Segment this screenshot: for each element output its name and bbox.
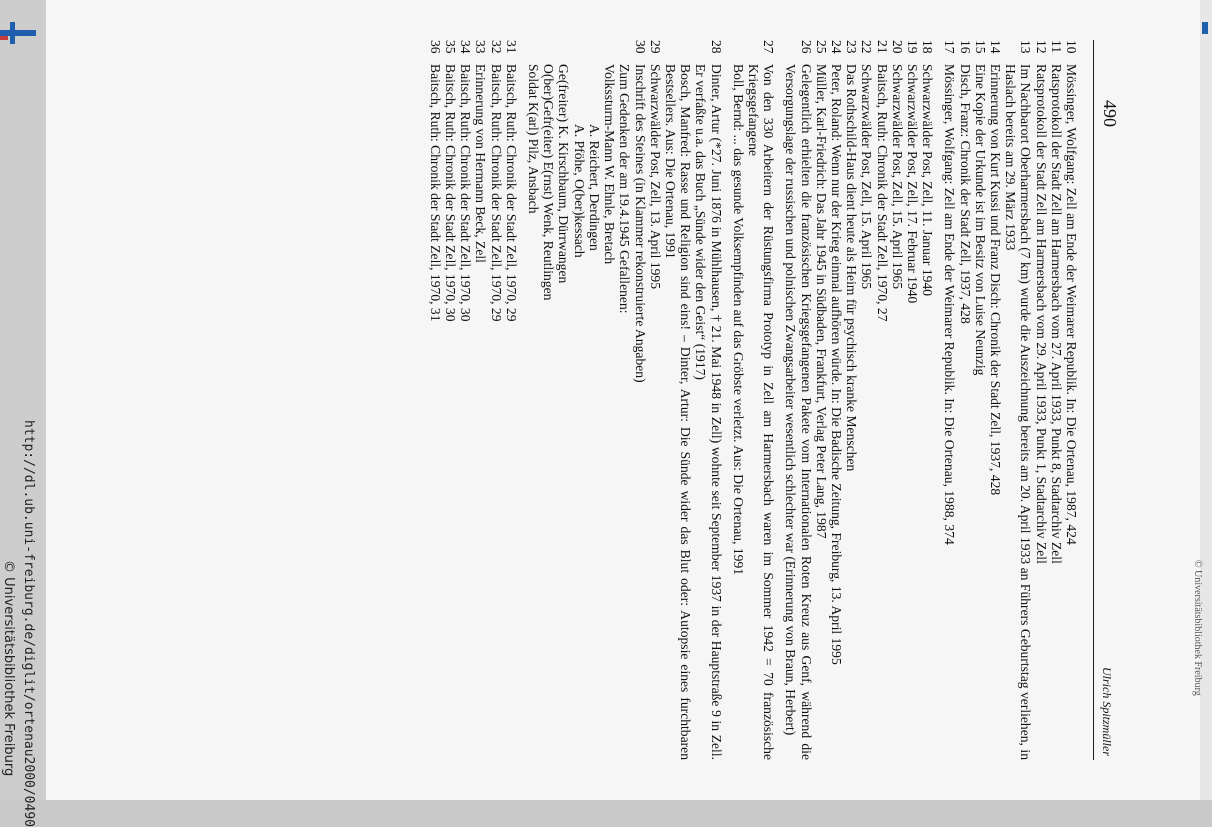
endnote [1003,40,1033,760]
endnote [443,40,458,760]
endnote-text: Mössinger, Wolfgang: Zell am Ende der Weimarer Republik. In: Die Ortenau, 1988, 374 [942,64,958,545]
endnote [663,40,693,760]
endnote [473,40,488,760]
digitization-marker-bar [10,22,15,44]
endnote [957,40,972,760]
endnote-text: Baitsch, Ruth: Chronik der Stadt Zell, 1970, 29 [488,64,504,322]
endnote-number [526,40,541,64]
endnote [617,40,632,760]
endnote-number: 12 [1033,40,1049,54]
endnote-number: 32 [488,40,504,54]
endnote [648,40,663,760]
endnote [541,40,556,760]
endnote [731,40,746,760]
endnote-number: 36 [427,40,443,54]
endnote [693,40,723,760]
endnote-text: Eine Kopie der Urkunde ist im Besitz von Luise Neunzig [972,64,988,376]
endnote-number [731,40,746,64]
endnote-text: Bosch, Manfred: Rasse und Religion sind eins! – Dinter, Artur: Die Sünde wider das Blut oder: Autopsie eines furchtbaren Bestsellers. Aus: Die Ortenau, 1991 [662,64,694,760]
endnote-number [556,40,571,64]
note-gap [935,40,942,760]
endnote [602,40,617,760]
endnote [942,40,957,760]
endnote [1064,40,1079,760]
endnote [488,40,503,760]
endnote-number: 33 [473,40,489,54]
endnote-text: Boll, Bernd: ... das gesunde Volksempfinden auf das Gröbste verletzt. Aus: Die Ortenau, 1991 [730,64,746,576]
endnote-text: Baitsch, Ruth: Chronik der Stadt Zell, 1970, 31 [427,64,443,322]
endnote-text: Schwarzwälder Post, Zell, 13. April 1995 [647,64,663,290]
endnote-text: Ge(freiter) K. Kirschbaum, Dürrwangen [556,64,572,284]
endnote [1033,40,1048,760]
endnote-number: 16 [957,40,973,54]
endnote-number: 19 [904,40,920,54]
endnote-text: A. Pföhe, O(ber)kessach [571,124,587,258]
endnote-number [663,40,693,64]
endnote-text: Baitsch, Ruth: Chronik der Stadt Zell, 1970, 29 [503,64,519,322]
endnote-number [572,40,587,64]
endnote-number [541,40,556,64]
endnote-number: 17 [942,40,958,54]
endnote-text: Zum Gedenken der am 19.4.1945 Gefallenen: [617,64,633,314]
color-target-mark [0,36,8,40]
endnote [844,40,859,760]
endnote-text: Baitsch, Ruth: Chronik der Stadt Zell, 1970, 27 [874,64,890,322]
endnote-text: Disch, Franz: Chronik der Stadt Zell, 1937, 428 [957,64,973,324]
endnote-text: Schwarzwälder Post, Zell, 15. April 1965 [889,64,905,290]
endnote [632,40,647,760]
endnotes-list [428,40,1079,760]
note-gap [724,40,731,760]
endnote-number: 20 [889,40,905,54]
endnote-number [587,40,602,64]
endnote-number: 18 [920,40,936,54]
endnote [556,40,571,760]
endnote [572,40,587,760]
endnote [587,40,602,760]
endnote-text: Schwarzwälder Post, Zell, 17. Februar 1940 [904,64,920,304]
endnote-number: 15 [972,40,988,54]
endnote-text: Gelegentlich erhielten die französischen Kriegsgefangenen Pakete vom Internationalen Roten Kreuz aus Genf, während die Versorgungslage der russischen und polnischen Zwangsarbeiter wesentlich schlechter war (Erinnerung von Braun, Herbert) [783,64,814,760]
endnote-number: 34 [458,40,474,54]
endnote-number: 31 [503,40,519,54]
endnote-text: Inschrift des Steines (in Klammer rekonstruierte Angaben) [632,64,648,383]
endnote [874,40,889,760]
page-content [428,40,1120,760]
endnote [504,40,519,760]
endnote [905,40,920,760]
endnote-number: 24 [828,40,844,54]
endnote-text: Schwarzwälder Post, Zell, 15. April 1965 [859,64,875,290]
endnote [783,40,813,760]
endnote-text: Ratsprotokoll der Stadt Zell am Harmersbach vom 27. April 1933, Punkt 8, Stadtarchiv Zell [1048,64,1064,564]
endnote [1049,40,1064,760]
endnote-text: Das Rothschild-Haus dient heute als Heim für psychisch kranke Menschen [844,64,860,472]
endnote-number: 22 [859,40,875,54]
endnote-number: 13 [1018,40,1034,54]
endnote-text: Soldat K(arl) Pilz, Ansbach [526,64,542,214]
page-edge-marker-icon [1202,22,1208,34]
endnote-text: Dinter, Artur (*27. Juni 1876 in Mühlhausen, † 21. Mai 1948 in Zell) wohnte seit September 1937 in der Hauptstraße 9 in Zell. Er verfaßte u.a. das Buch „Sünde wider den Geist“ (1917) [693,64,724,760]
right-edge-copyright: © Universitätsbibliothek Freiburg [1192,560,1203,696]
endnote [829,40,844,760]
endnote-text: Volkssturm-Mann W. Ehnle, Bretach [602,64,618,265]
endnote [458,40,473,760]
endnote [973,40,988,760]
endnote-number: 14 [987,40,1003,54]
endnote-text: A. Reichert, Derdingen [586,124,602,251]
endnote [526,40,541,760]
copyright-notice: © Universitätsbibliothek Freiburg [1,560,16,777]
running-head-author: Ulrich Spitzmüller [1100,667,1114,756]
source-url[interactable]: http://dl.ub.uni-freiburg.de/diglit/ortenau2000/0490 [21,420,36,827]
endnote-number: 35 [443,40,459,54]
note-gap [519,40,526,760]
endnote-text: Erinnerung von Hermann Beck, Zell [473,64,489,263]
endnote-text: O(ber)Gefr(eiter) E(rnst) Wenk, Reutlingen [541,64,557,301]
endnote [746,40,776,760]
endnote [920,40,935,760]
endnote-number: 30 [632,40,648,54]
endnote-number: 23 [844,40,860,54]
endnote-number: 10 [1064,40,1079,54]
endnote-text: Baitsch, Ruth: Chronik der Stadt Zell, 1970, 30 [458,64,474,322]
endnote [859,40,874,760]
endnote-number: 25 [813,40,829,54]
endnote-number: 21 [874,40,890,54]
endnote-text: Ratsprotokoll der Stadt Zell am Harmersbach vom 29. April 1933, Punkt 1, Stadtarchiv Zell [1033,64,1049,564]
endnote-text: Von den 330 Arbeitern der Rüstungsfirma Prototyp in Zell am Harmersbach waren im Sommer 1942 = 70 französische Kriegsgefangene [745,64,777,760]
endnote-text: Müller, Karl-Friedrich: Das Jahr 1945 in Südbaden, Frankfurt, Verlag Peter Lang, 1987 [813,64,829,539]
endnote [814,40,829,760]
endnote-text: Erinnerung von Kurt Kussi und Franz Disch: Chronik der Stadt Zell, 1937, 428 [987,64,1003,496]
endnote-number: 29 [647,40,663,54]
endnote [890,40,905,760]
page-number: 490 [1100,100,1120,127]
endnote-text: Im Nachbarort Oberharmersbach (7 km) wurde die Auszeichnung bereits am 20. April 1933 an Führers Geburtstag verliehen, in Haslach bereits am 29. März 1933 [1003,64,1034,760]
endnote-number: 11 [1048,40,1064,54]
endnote-number: 26 [798,40,814,54]
endnote-number: 28 [708,40,724,54]
page-header [1093,40,1120,760]
endnote-number [617,40,632,64]
endnote [988,40,1003,760]
endnote-text: Peter, Roland: Wenn nur der Krieg einmal aufhören würde. In: Die Badische Zeitung, Freiburg, 13. April 1995 [828,64,844,665]
endnote-number: 27 [761,40,777,54]
endnote [428,40,443,760]
endnote-text: Baitsch, Ruth: Chronik der Stadt Zell, 1970, 30 [443,64,459,322]
endnote-number [602,40,617,64]
endnote-text: Mössinger, Wolfgang: Zell am Ende der Weimarer Republik. In: Die Ortenau, 1987, 424 [1064,64,1079,545]
endnote-text: Schwarzwälder Post, Zell, 11. Januar 1940 [920,64,936,297]
